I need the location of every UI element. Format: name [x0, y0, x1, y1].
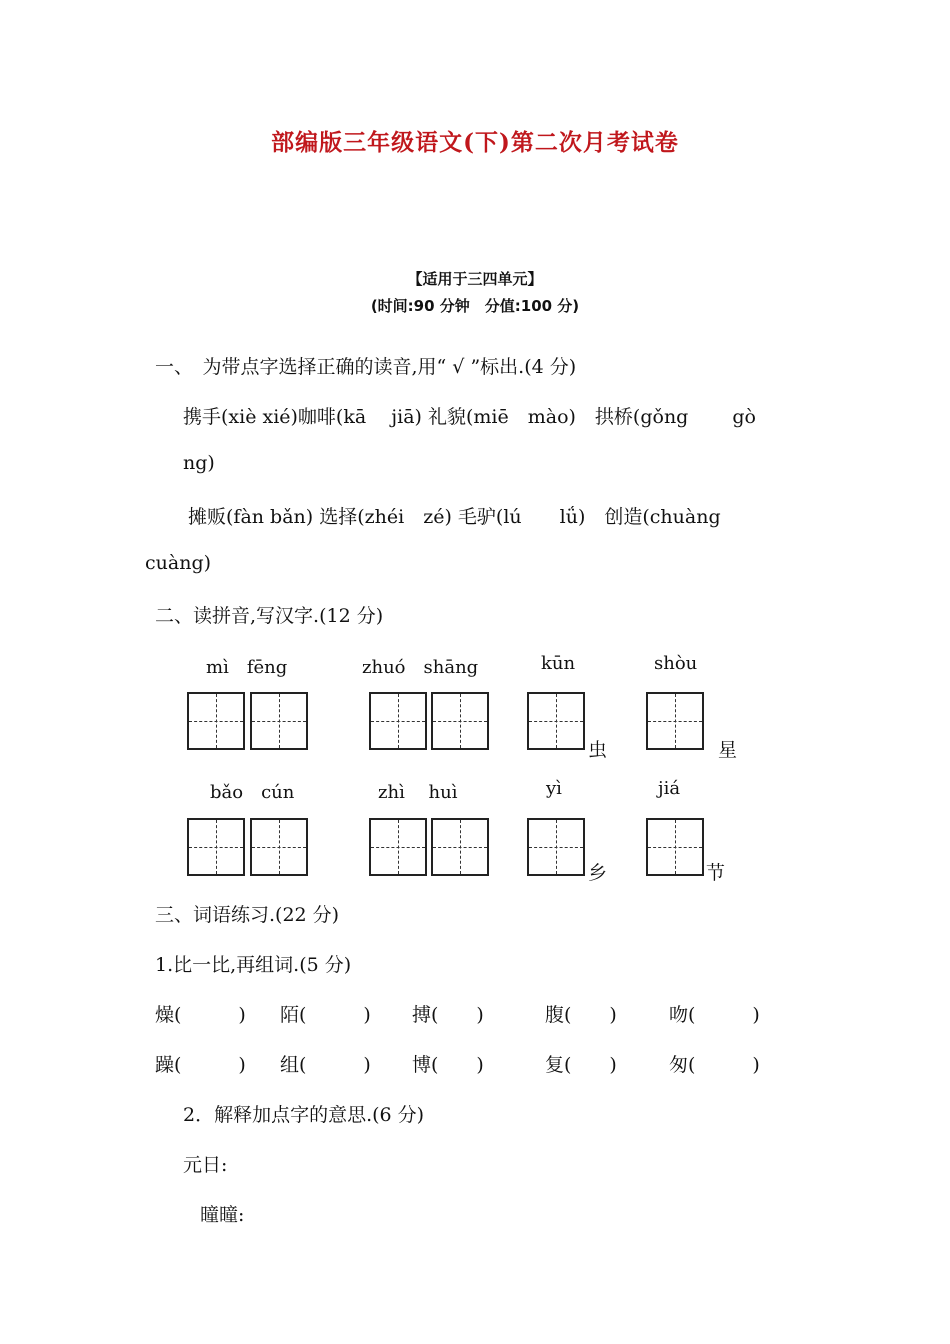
pinyin-prompt: mì fēng	[206, 657, 288, 678]
section3-heading: 三、词语练习.(22 分)	[155, 904, 340, 926]
section1-line1-wrap: ng)	[183, 452, 215, 474]
writing-grid[interactable]	[250, 692, 308, 750]
pinyin-prompt: zhuó shāng	[362, 657, 479, 678]
compare-item: 陌( )	[280, 1004, 371, 1026]
term-tongtong: 曈曈:	[200, 1204, 245, 1226]
writing-grid[interactable]	[431, 818, 489, 876]
scope-note: 【适用于三四单元】	[407, 270, 543, 288]
grid-suffix-char: 乡	[588, 862, 608, 884]
exam-meta: (时间:90 分钟 分值:100 分)	[370, 297, 580, 315]
writing-grid[interactable]	[646, 692, 704, 750]
writing-grid[interactable]	[527, 692, 585, 750]
writing-grid[interactable]	[646, 818, 704, 876]
pinyin-prompt: yì	[546, 778, 562, 799]
compare-item: 吻( )	[669, 1004, 760, 1026]
compare-item: 匆( )	[669, 1054, 760, 1076]
section1-line1: 携手(xiè xié)咖啡(kā jiā) 礼貌(miē mào) 拱桥(gǒng gò	[183, 406, 756, 428]
grid-suffix-char: 星	[718, 739, 738, 761]
pinyin-prompt: kūn	[541, 653, 576, 674]
pinyin-prompt: shòu	[654, 653, 698, 674]
compare-item: 博( )	[412, 1054, 484, 1076]
compare-item: 复( )	[545, 1054, 617, 1076]
compare-item: 组( )	[280, 1054, 371, 1076]
section1-heading: 一、 为带点字选择正确的读音,用“ √ ”标出.(4 分)	[155, 356, 577, 378]
writing-grid[interactable]	[250, 818, 308, 876]
question-2: 2．解释加点字的意思.(6 分)	[183, 1104, 425, 1126]
writing-grid[interactable]	[187, 692, 245, 750]
grid-suffix-char: 虫	[588, 739, 608, 761]
pinyin-prompt: zhì huì	[378, 782, 458, 803]
grid-suffix-char: 节	[706, 862, 726, 884]
section1-line2-wrap: cuàng)	[145, 552, 212, 574]
term-yuanri: 元日:	[183, 1154, 228, 1176]
section2-heading: 二、读拼音,写汉字.(12 分)	[155, 605, 384, 627]
writing-grid[interactable]	[369, 818, 427, 876]
compare-item: 腹( )	[545, 1004, 617, 1026]
writing-grid[interactable]	[527, 818, 585, 876]
page-title: 部编版三年级语文(下)第二次月考试卷	[271, 129, 679, 156]
section1-line2: 摊贩(fàn bǎn) 选择(zhéi zé) 毛驴(lú lǘ) 创造(chuàng	[188, 506, 721, 528]
pinyin-prompt: jiá	[658, 778, 681, 799]
writing-grid[interactable]	[431, 692, 489, 750]
pinyin-prompt: bǎo cún	[210, 782, 295, 803]
compare-item: 燥( )	[155, 1004, 246, 1026]
writing-grid[interactable]	[369, 692, 427, 750]
compare-item: 搏( )	[412, 1004, 484, 1026]
writing-grid[interactable]	[187, 818, 245, 876]
question-1: 1.比一比,再组词.(5 分)	[155, 954, 352, 976]
compare-item: 躁( )	[155, 1054, 246, 1076]
